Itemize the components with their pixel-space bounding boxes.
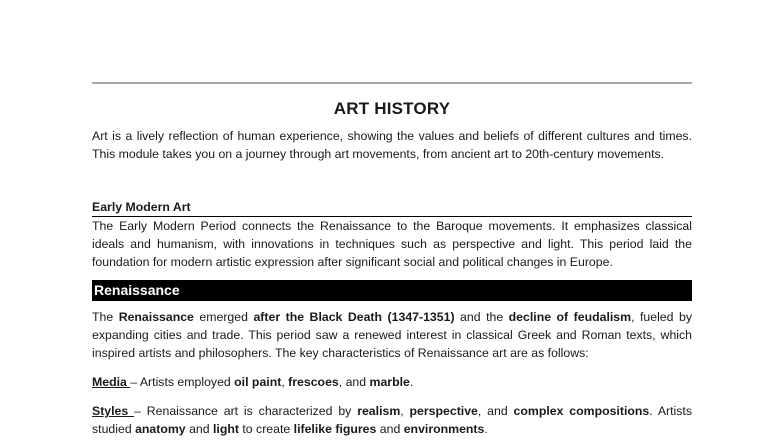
text-run: , and bbox=[338, 375, 370, 389]
bold-term: anatomy bbox=[135, 422, 186, 436]
renaissance-paragraph bbox=[92, 308, 692, 362]
document-page bbox=[92, 0, 692, 441]
text-run: – Renaissance art is characterized by bbox=[134, 404, 358, 418]
bold-term: marble bbox=[369, 375, 410, 389]
media-label: Media bbox=[92, 375, 131, 389]
bold-term: realism bbox=[357, 404, 401, 418]
bold-term: frescoes bbox=[288, 375, 339, 389]
bold-term: perspective bbox=[409, 404, 478, 418]
text-run: and the bbox=[454, 310, 509, 324]
bold-term: Renaissance bbox=[118, 310, 194, 324]
bold-term: after the Black Death (1347-1351) bbox=[253, 310, 455, 324]
bold-term: complex compositions bbox=[513, 404, 650, 418]
text-run: , fueled by expanding cities and trade. This period saw a renewed interest in classical Greek and Roman texts, which inspired artists and philosophers. The key characteristics of Renaissance art are as follows: bbox=[92, 310, 692, 360]
early-modern-heading: Early Modern Art bbox=[92, 199, 692, 217]
early-modern-paragraph: The Early Modern Period connects the Renaissance to the Baroque movements. It emphasizes classical ideals and humanism, with innovations in techniques such as perspective and light. This period laid the foundation for modern artistic expression after significant social and political changes in Europe. bbox=[92, 219, 692, 269]
page-title: ART HISTORY bbox=[333, 99, 451, 118]
text-run: . bbox=[409, 375, 414, 389]
header-rule bbox=[92, 82, 692, 84]
text-run: to create bbox=[238, 422, 294, 436]
text-run: and bbox=[185, 422, 214, 436]
bold-term: lifelike figures bbox=[293, 422, 377, 436]
styles-paragraph bbox=[92, 402, 692, 438]
bold-term: light bbox=[213, 422, 239, 436]
bold-term: oil paint bbox=[234, 375, 282, 389]
bold-term: decline of feudalism bbox=[508, 310, 632, 324]
text-run: and bbox=[376, 422, 404, 436]
text-run: emerged bbox=[193, 310, 254, 324]
styles-label: Styles bbox=[92, 404, 135, 418]
text-run: – Artists employed bbox=[130, 375, 235, 389]
text-run: , and bbox=[477, 404, 514, 418]
text-run: . Artists studied bbox=[92, 404, 692, 436]
media-paragraph bbox=[92, 373, 692, 391]
text-run: , bbox=[400, 404, 410, 418]
bold-term: environments bbox=[403, 422, 485, 436]
renaissance-section-heading: Renaissance bbox=[92, 280, 692, 301]
intro-paragraph: Art is a lively reflection of human experience, showing the values and beliefs of different cultures and times. This module takes you on a journey through art movements, from ancient art to 20th-century movements. bbox=[92, 129, 692, 161]
text-run: , bbox=[281, 375, 289, 389]
text-run: The bbox=[92, 310, 119, 324]
text-run: . bbox=[484, 422, 488, 436]
